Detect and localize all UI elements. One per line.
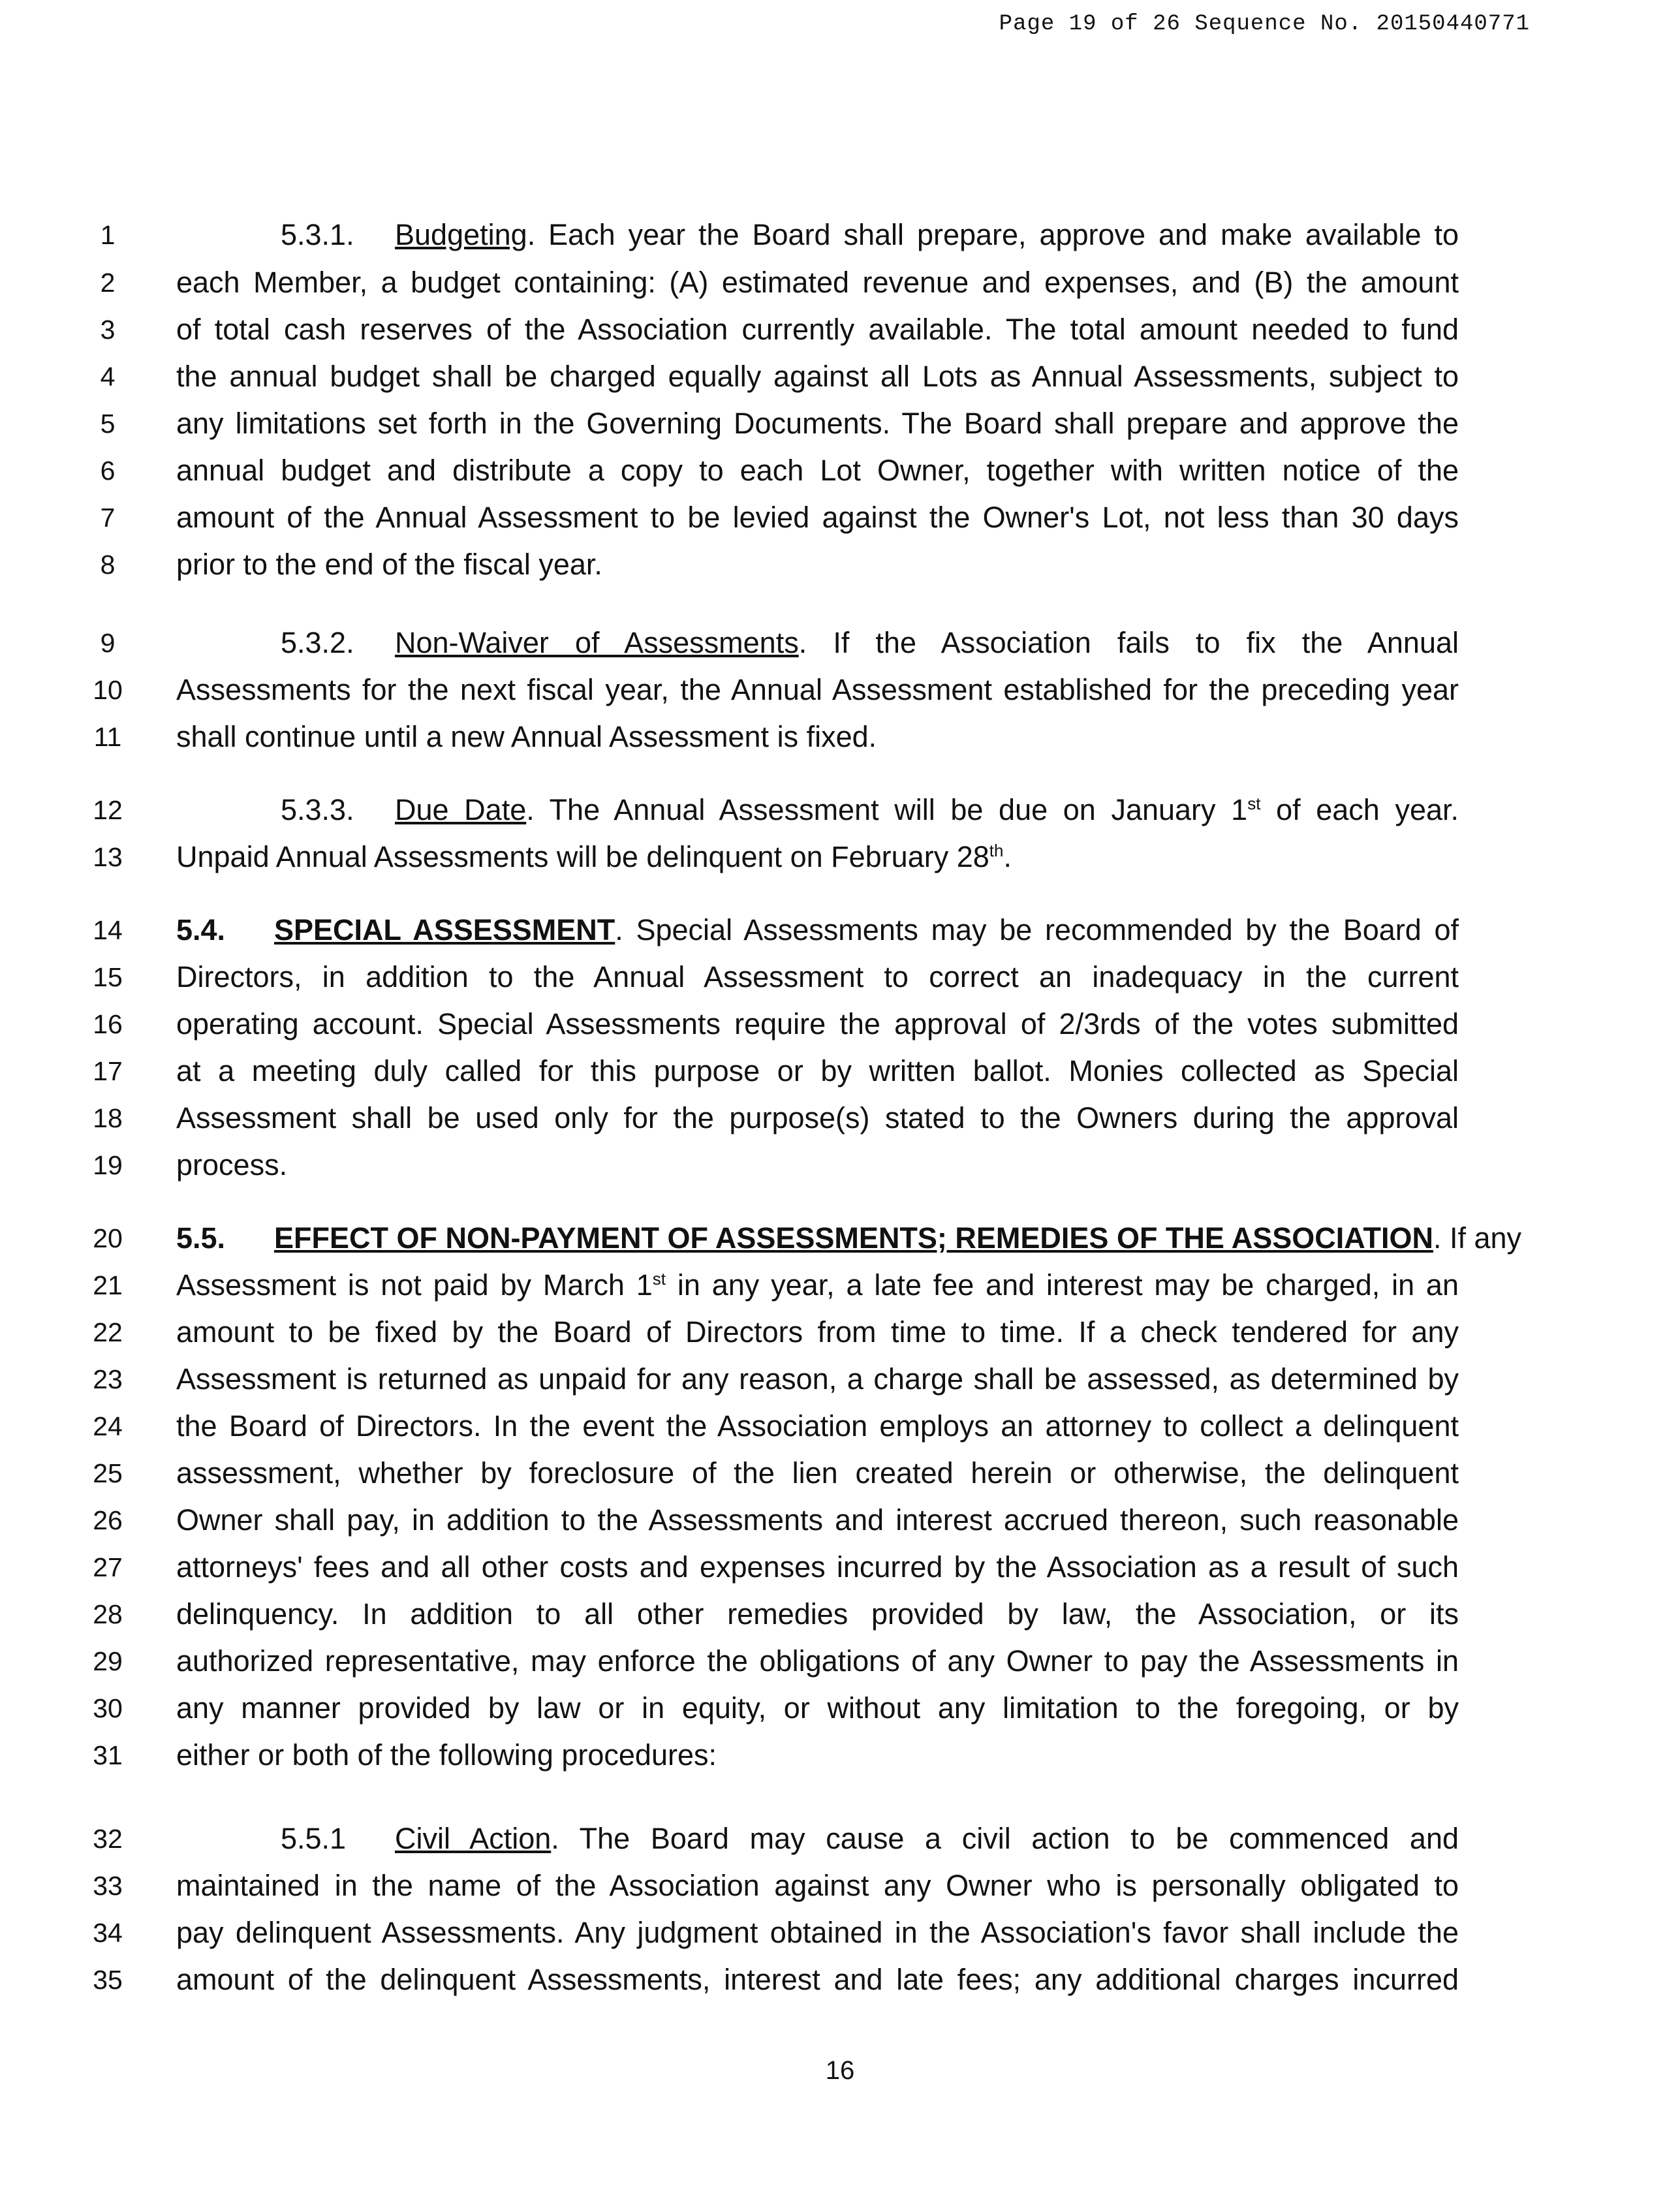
line-text: Assessment shall be used only for the purpose(s) stated to the Owners during the approval (176, 1101, 1459, 1134)
line-18 (0, 1095, 1680, 1141)
line-number: 27 (93, 1552, 123, 1582)
line-number: 11 (93, 722, 122, 752)
line-number: 21 (93, 1270, 123, 1300)
line-number: 35 (93, 1965, 123, 1995)
line-text: amount to be fixed by the Board of Directors from time to time. If a check tendered for any (176, 1315, 1459, 1349)
line-text: any manner provided by law or in equity, or without any limitation to the foregoing, or by (176, 1691, 1459, 1725)
line-text: attorneys' fees and all other costs and expenses incurred by the Association as a result of such (176, 1550, 1459, 1584)
line-7 (0, 495, 1680, 540)
section-title: Civil Action (395, 1822, 552, 1855)
line-number: 7 (100, 503, 116, 533)
line-text: pay delinquent Assessments. Any judgment obtained in the Association's favor shall include the (176, 1916, 1459, 1949)
line-text-continued: . (1003, 840, 1012, 873)
line-number: 15 (93, 962, 123, 992)
line-text: . If any (1433, 1221, 1522, 1255)
line-text: assessment, whether by foreclosure of the lien created herein or otherwise, the delinquent (176, 1456, 1459, 1490)
page-header: Page 19 of 26 Sequence No. 20150440771 (999, 12, 1530, 37)
line-number: 8 (100, 550, 116, 580)
line-11 (0, 714, 1680, 760)
line-text: . Each year the Board shall prepare, approve and make available to (527, 218, 1459, 251)
line-number: 18 (93, 1103, 123, 1133)
line-text: Directors, in addition to the Annual Assessment to correct an inadequacy in the current (176, 960, 1459, 993)
line-number: 31 (93, 1740, 123, 1770)
line-number: 2 (100, 268, 116, 298)
line-8 (0, 542, 1680, 587)
line-number: 22 (93, 1317, 123, 1347)
line-text: authorized representative, may enforce the obligations of any Owner to pay the Assessments in (176, 1644, 1459, 1678)
line-20 (0, 1215, 1680, 1261)
section-title: Budgeting (395, 218, 527, 251)
line-number: 10 (93, 675, 123, 705)
line-text: operating account. Special Assessments require the approval of 2/3rds of the votes submitted (176, 1007, 1459, 1040)
line-text: each Member, a budget containing: (A) estimated revenue and expenses, and (B) the amount (176, 266, 1459, 299)
line-text: delinquency. In addition to all other remedies provided by law, the Association, or its (176, 1597, 1459, 1631)
line-12 (0, 787, 1680, 833)
line-number: 24 (93, 1411, 123, 1441)
line-text: amount of the delinquent Assessments, interest and late fees; any additional charges incurred (176, 1963, 1459, 1996)
ordinal-suffix: th (989, 841, 1004, 860)
line-text: Unpaid Annual Assessments will be delinquent on February 28 (176, 840, 989, 873)
line-16 (0, 1001, 1680, 1047)
line-31 (0, 1732, 1680, 1778)
line-34 (0, 1910, 1680, 1956)
line-19 (0, 1142, 1680, 1188)
line-text: at a meeting duly called for this purpose or by written ballot. Monies collected as Special (176, 1054, 1459, 1087)
line-number: 26 (93, 1505, 123, 1535)
line-text: . The Annual Assessment will be due on January 1 (526, 793, 1248, 826)
line-text: of total cash reserves of the Association currently available. The total amount needed to fund (176, 313, 1459, 346)
ordinal-suffix: st (652, 1269, 666, 1289)
line-number: 9 (100, 628, 116, 658)
line-35 (0, 1957, 1680, 2003)
section-number: 5.4. (176, 913, 226, 946)
line-number: 19 (93, 1150, 123, 1180)
line-24 (0, 1403, 1680, 1449)
line-17 (0, 1048, 1680, 1094)
page-number: 16 (825, 2056, 855, 2085)
line-text: . Special Assessments may be recommended by the Board of (615, 913, 1459, 946)
line-number: 32 (93, 1824, 123, 1854)
line-25 (0, 1450, 1680, 1496)
line-14 (0, 907, 1680, 953)
line-number: 34 (93, 1918, 123, 1948)
line-text: Assessments for the next fiscal year, the Annual Assessment established for the preceding year (176, 673, 1459, 706)
line-28 (0, 1591, 1680, 1637)
line-text: amount of the Annual Assessment to be levied against the Owner's Lot, not less than 30 days (176, 501, 1459, 534)
line-30 (0, 1685, 1680, 1731)
line-text: prior to the end of the fiscal year. (176, 548, 602, 581)
section-title: EFFECT OF NON-PAYMENT OF ASSESSMENTS; REMEDIES OF THE ASSOCIATION (274, 1221, 1433, 1255)
line-number: 6 (100, 456, 116, 486)
line-10 (0, 667, 1680, 713)
line-number: 28 (93, 1599, 123, 1629)
line-number: 3 (100, 315, 116, 345)
ordinal-suffix: st (1247, 794, 1261, 813)
section-number: 5.5. (176, 1221, 226, 1255)
line-number: 5 (100, 409, 116, 439)
line-text: the annual budget shall be charged equally against all Lots as Annual Assessments, subject to (176, 360, 1459, 393)
line-32 (0, 1816, 1680, 1862)
line-text: Assessment is returned as unpaid for any reason, a charge shall be assessed, as determined by (176, 1362, 1459, 1396)
line-number: 30 (93, 1693, 123, 1723)
line-27 (0, 1544, 1680, 1590)
line-text: annual budget and distribute a copy to each Lot Owner, together with written notice of the (176, 454, 1459, 487)
section-title: Due Date (395, 793, 527, 826)
line-text: the Board of Directors. In the event the Association employs an attorney to collect a delinquent (176, 1409, 1459, 1443)
line-text: Assessment is not paid by March 1 (176, 1268, 653, 1302)
section-number: 5.3.3. (281, 793, 354, 826)
line-6 (0, 448, 1680, 493)
line-number: 14 (93, 915, 123, 945)
line-3 (0, 307, 1680, 352)
line-text: process. (176, 1148, 288, 1181)
line-2 (0, 260, 1680, 305)
line-text-continued: of each year. (1260, 793, 1459, 826)
section-title: Non-Waiver of Assessments (395, 626, 799, 659)
section-number: 5.3.2. (281, 626, 354, 659)
section-title: SPECIAL ASSESSMENT (274, 913, 615, 946)
line-number: 1 (100, 220, 116, 250)
line-4 (0, 354, 1680, 399)
line-text: . If the Association fails to fix the Annual (798, 626, 1459, 659)
line-number: 17 (93, 1056, 123, 1086)
line-text-continued: in any year, a late fee and interest may be charged, in an (666, 1268, 1459, 1302)
line-text: any limitations set forth in the Governing Documents. The Board shall prepare and approve the (176, 407, 1459, 440)
line-text: shall continue until a new Annual Assessment is fixed. (176, 720, 877, 753)
line-21 (0, 1262, 1680, 1308)
section-number: 5.5.1 (281, 1822, 347, 1855)
line-15 (0, 954, 1680, 1000)
line-number: 23 (93, 1364, 123, 1394)
line-22 (0, 1309, 1680, 1355)
line-number: 33 (93, 1871, 123, 1901)
line-text: maintained in the name of the Association against any Owner who is personally obligated to (176, 1869, 1459, 1902)
line-number: 25 (93, 1458, 123, 1488)
line-number: 20 (93, 1223, 123, 1253)
line-9 (0, 620, 1680, 666)
line-number: 16 (93, 1009, 123, 1039)
line-text: Owner shall pay, in addition to the Assessments and interest accrued thereon, such reasonable (176, 1503, 1459, 1537)
line-number: 12 (93, 795, 123, 825)
line-26 (0, 1497, 1680, 1543)
line-text: . The Board may cause a civil action to be commenced and (551, 1822, 1459, 1855)
line-29 (0, 1638, 1680, 1684)
line-1 (0, 212, 1680, 258)
line-text: either or both of the following procedures: (176, 1738, 717, 1772)
section-number: 5.3.1. (281, 218, 354, 251)
line-13 (0, 834, 1680, 880)
line-number: 13 (93, 842, 123, 872)
line-33 (0, 1863, 1680, 1909)
line-5 (0, 401, 1680, 446)
line-23 (0, 1356, 1680, 1402)
line-number: 4 (100, 362, 116, 392)
line-number: 29 (93, 1646, 123, 1676)
